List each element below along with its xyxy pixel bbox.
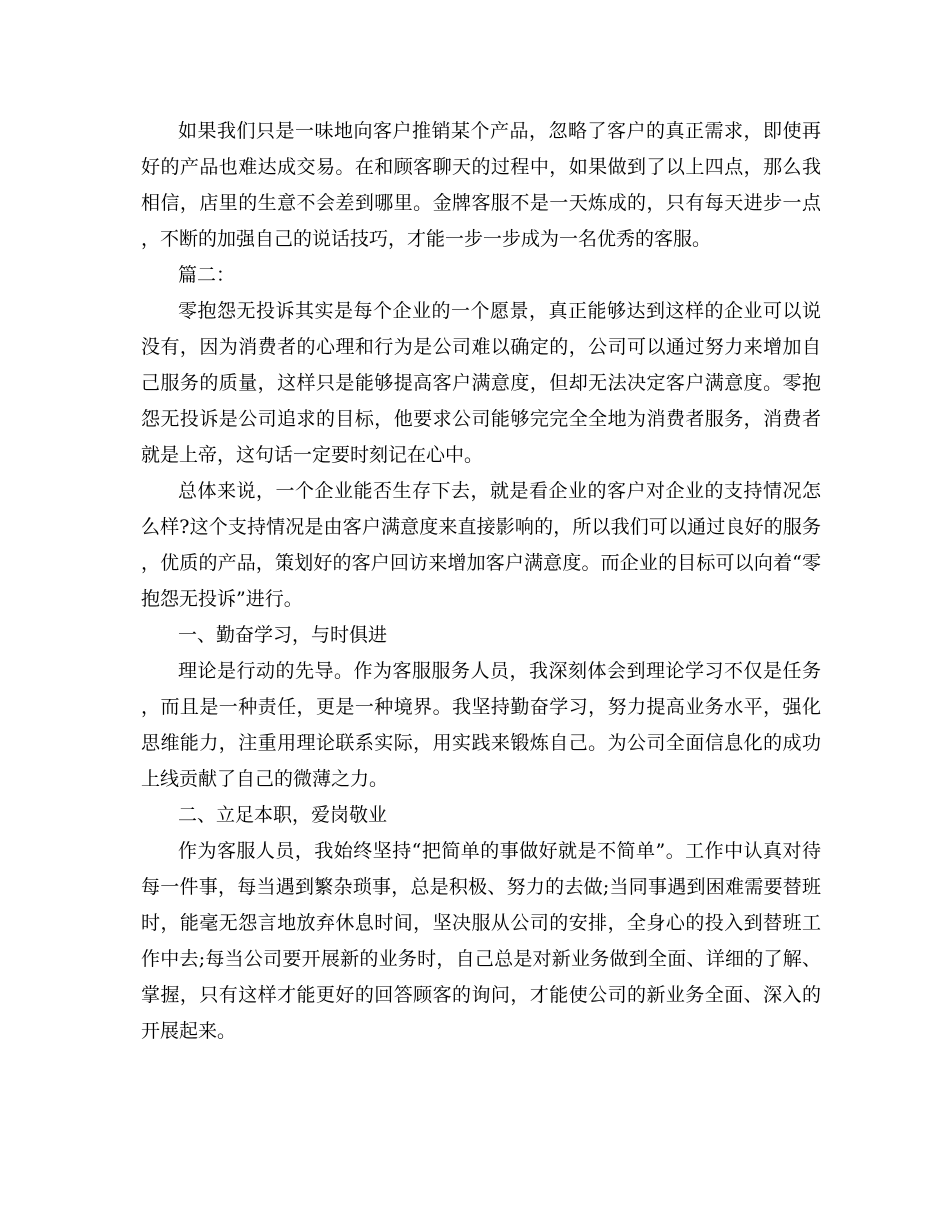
section-label-part-two: 篇二： — [178, 264, 236, 286]
heading-diligent-study: 一、勤奋学习，与时俱进 — [178, 624, 388, 646]
paragraph-customer-needs: 如果我们只是一味地向客户推销某个产品，忽略了客户的真正需求，即使再好的产品也难达成交易。在和顾客聊天的过程中，如果做到了以上四点，那么我相信，店里的生意不会差到哪里。金牌客服不是一天炼成的，只有每天进步一点，不断的加强自己的说话技巧，才能一步一步成为一名优秀的客服。 — [141, 120, 821, 250]
paragraph-customer-satisfaction: 总体来说，一个企业能否生存下去，就是看企业的客户对企业的支持情况怎么样?这个支持情况是由客户满意度来直接影响的，所以我们可以通过良好的服务，优质的产品，策划好的客户回访来增加客户满意度。而企业的目标可以向着“零抱怨无投诉”进行。 — [141, 480, 821, 610]
paragraph-zero-complaints: 零抱怨无投诉其实是每个企业的一个愿景，真正能够达到这样的企业可以说没有，因为消费者的心理和行为是公司难以确定的，公司可以通过努力来增加自己服务的质量，这样只是能够提高客户满意度，但却无法决定客户满意度。零抱怨无投诉是公司追求的目标，他要求公司能够完完全全地为消费者服务，消费者就是上帝，这句话一定要时刻记在心中。 — [141, 300, 821, 466]
heading-dedication: 二、立足本职，爱岗敬业 — [178, 804, 388, 826]
document-body — [141, 113, 821, 1049]
paragraph-theory-study: 理论是行动的先导。作为客服服务人员，我深刻体会到理论学习不仅是任务，而且是一种责任，更是一种境界。我坚持勤奋学习，努力提高业务水平，强化思维能力，注重用理论联系实际，用实践来锻炼自己。为公司全面信息化的成功上线贡献了自己的微薄之力。 — [141, 660, 821, 790]
paragraph-customer-service-work: 作为客服人员，我始终坚持“把简单的事做好就是不简单”。工作中认真对待每一件事，每当遇到繁杂琐事，总是积极、努力的去做;当同事遇到困难需要替班时，能毫无怨言地放弃休息时间，坚决服从公司的安排，全身心的投入到替班工作中去;每当公司要开展新的业务时，自己总是对新业务做到全面、详细的了解、掌握，只有这样才能更好的回答顾客的询问，才能使公司的新业务全面、深入的开展起来。 — [141, 840, 821, 1042]
